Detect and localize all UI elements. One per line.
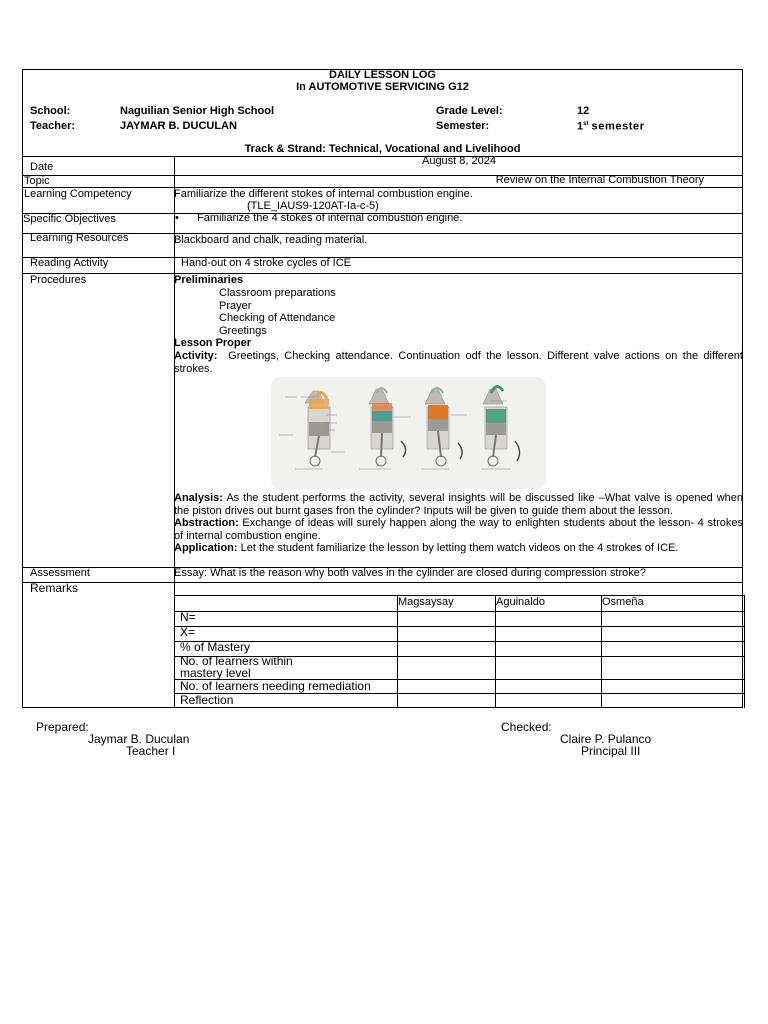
remarks-row-label: % of Mastery	[180, 640, 251, 654]
document-subtitle: In AUTOMOTIVE SERVICING G12	[296, 81, 469, 93]
school-label: School:	[30, 105, 71, 117]
exhaust-stroke-cylinder	[483, 386, 520, 466]
reading-label: Reading Activity	[30, 257, 109, 269]
resources-label: Learning Resources	[30, 232, 129, 244]
compression-stroke-cylinder	[369, 388, 406, 466]
topic-value: Review on the Internal Combustion Theory	[495, 174, 704, 186]
date-value: August 8, 2024	[421, 155, 496, 167]
date-label: Date	[30, 161, 54, 173]
remarks-row-label: No. of learners needing remediation	[180, 679, 371, 693]
intake-stroke-cylinder	[305, 391, 330, 466]
procedures-label: Procedures	[30, 274, 87, 286]
preliminary-item: Classroom preparations	[219, 287, 336, 299]
column-header: Magsaysay	[398, 596, 454, 608]
assessment-value: Essay: What is the reason why both valves in the cylinder are closed during compression stroke?	[174, 567, 647, 579]
application-paragraph	[174, 542, 743, 555]
remarks-row-label: X=	[180, 625, 196, 639]
assessment-label: Assessment	[30, 567, 90, 579]
prepared-name: Jaymar B. Duculan	[88, 732, 190, 746]
activity-label: Activity:	[174, 350, 218, 362]
remarks-row-label: Reflection	[180, 693, 234, 707]
analysis-label: Analysis:	[174, 492, 223, 504]
checked-name: Claire P. Pulanco	[560, 732, 652, 746]
track-strand: Track & Strand: Technical, Vocational and Livelihood	[244, 143, 521, 155]
remarks-label: Remarks	[30, 581, 79, 595]
abstraction-paragraph	[174, 517, 743, 542]
objectives-value: Familiarize the 4 stokes of internal combustion engine.	[197, 212, 463, 224]
semester-superscript: st	[583, 121, 589, 127]
teacher-value: JAYMAR B. DUCULAN	[120, 120, 237, 132]
grade-label: Grade Level:	[436, 105, 503, 117]
analysis-paragraph	[174, 492, 743, 517]
analysis-text: As the student performs the activity, several insights will be discussed like –What valve is opened when the piston drives out burnt gases fron the cylinder? Inputs will be given to guide them about the lesson.	[174, 492, 744, 517]
checked-label: Checked:	[501, 720, 552, 734]
prepared-title: Teacher I	[126, 744, 176, 758]
remarks-row-label: No. of learners within mastery level	[180, 654, 293, 680]
semester-number: 1	[577, 120, 584, 133]
topic-label: Topic	[24, 175, 50, 187]
preliminary-item: Checking of Attendance	[219, 312, 336, 324]
competency-label: Learning Competency	[24, 188, 132, 200]
abstraction-text: Exchange of ideas will surely happen along the way to enlighten students about the lesson- 4 strokes of internal combustion engine.	[174, 517, 743, 542]
semester-word: semester	[591, 120, 645, 133]
application-label: Application:	[174, 542, 238, 554]
column-header: Aguinaldo	[496, 596, 545, 608]
grade-value: 12	[577, 105, 590, 117]
competency-line-1: Familiarize the different stokes of internal combustion engine.	[174, 188, 473, 200]
checked-title: Principal III	[581, 744, 641, 758]
objectives-bullet: •	[175, 212, 179, 224]
activity-paragraph	[174, 350, 743, 375]
column-header: Osmeña	[602, 596, 644, 608]
combustion-stroke-cylinder	[425, 388, 462, 466]
prepared-label: Prepared:	[36, 720, 89, 734]
reading-value: Hand-out on 4 stroke cycles of ICE	[181, 257, 351, 269]
competency-code: (TLE_IAUS9-120AT-Ia-c-5)	[247, 200, 379, 212]
preliminary-item: Greetings	[219, 325, 267, 337]
abstraction-label: Abstraction:	[174, 517, 239, 529]
semester-label: Semester:	[436, 120, 490, 132]
application-text: Let the student familiarize the lesson by letting them watch videos on the 4 strokes of ICE.	[240, 542, 679, 554]
resources-value: Blackboard and chalk, reading material.	[174, 234, 368, 246]
objectives-label: Specific Objectives	[23, 213, 116, 225]
activity-text: Greetings, Checking attendance. Continuation odf the lesson. Different valve actions on the different strokes.	[174, 350, 743, 375]
remarks-row-label: N=	[180, 610, 196, 624]
preliminary-item: Prayer	[219, 300, 252, 312]
four-stroke-illustration	[271, 377, 546, 489]
teacher-label: Teacher:	[30, 120, 76, 132]
school-value: Naguilian Senior High School	[120, 105, 275, 117]
preliminaries-title: Preliminaries	[174, 274, 244, 286]
semester-value	[577, 118, 645, 134]
document-title: DAILY LESSON LOG	[329, 69, 436, 81]
lesson-proper-title: Lesson Proper	[174, 337, 252, 349]
